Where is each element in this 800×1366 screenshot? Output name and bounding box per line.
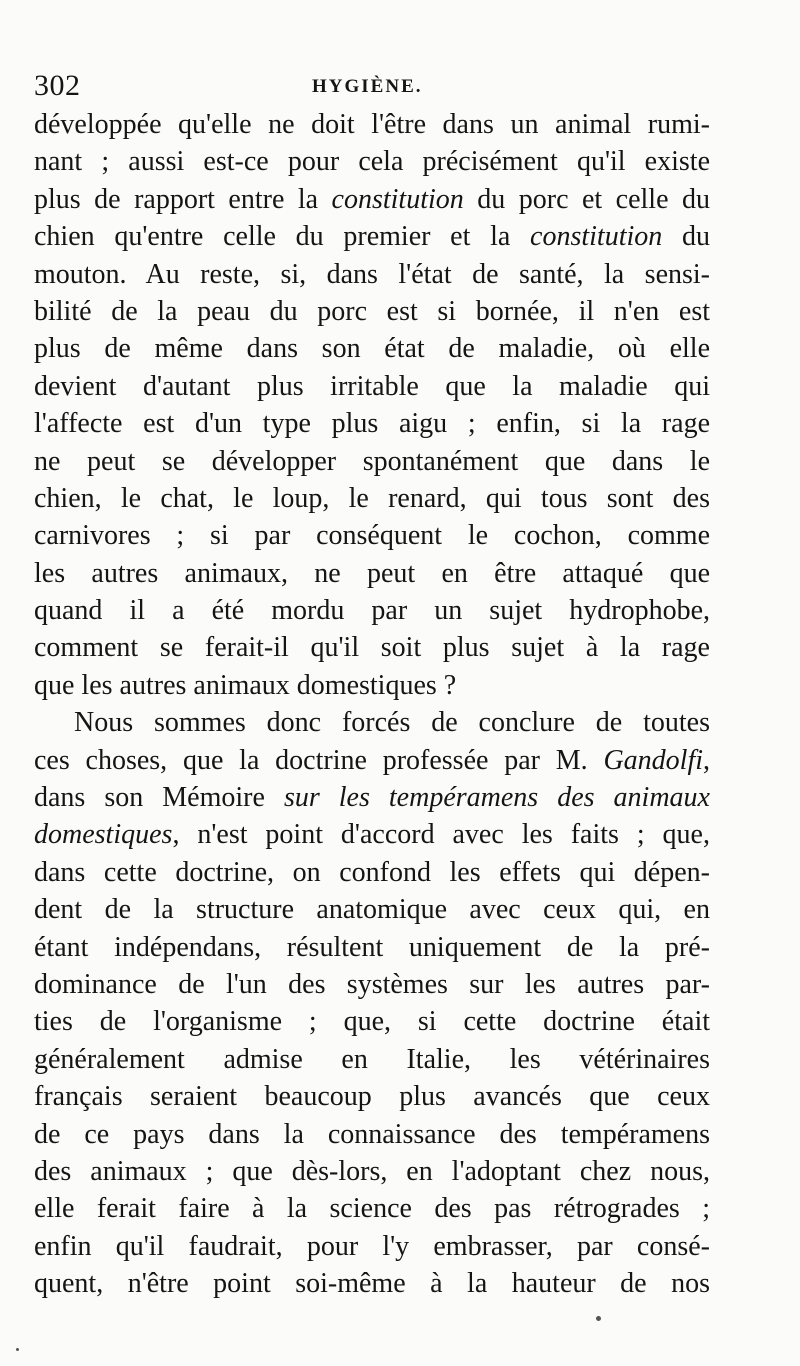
text-line: ties de l'organisme ; que, si cette doctrine était — [34, 1006, 710, 1038]
text-line: quand il a été mordu par un sujet hydrophobe, — [34, 595, 710, 627]
page-number: 302 — [34, 69, 81, 102]
italic-term: constitution — [530, 221, 663, 253]
text-line: enfin qu'il faudrait, pour l'y embrasser, par consé- — [34, 1230, 710, 1262]
text-line: quent, n'être point soi-même à la hauteur de nos — [34, 1268, 710, 1300]
italic-name: Gandolfi — [603, 744, 703, 776]
text-line: des animaux ; que dès-lors, en l'adoptant chez nous, — [34, 1155, 710, 1187]
italic-title: sur les tempéramens des animaux — [283, 782, 710, 814]
text-line: développée qu'elle ne doit l'être dans un animal rumi- — [34, 109, 710, 140]
text-line: elle ferait faire à la science des pas rétrogrades ; — [34, 1193, 710, 1225]
running-head — [34, 66, 714, 106]
text-line: ne peut se développer spontanément que dans le — [34, 445, 710, 477]
text-line: dominance de l'un des systèmes sur les autres par- — [34, 968, 710, 1000]
text-line: comment se ferait-il qu'il soit plus sujet à la rage — [34, 632, 710, 664]
italic-title: domestiques — [34, 819, 173, 851]
text-line: plus de rapport entre la constitution du porc et celle du — [34, 183, 710, 215]
text-line: français seraient beaucoup plus avancés que ceux — [34, 1081, 710, 1113]
text-line: carnivores ; si par conséquent le cochon, comme — [34, 520, 710, 552]
text-line: de ce pays dans la connaissance des tempéramens — [34, 1118, 710, 1150]
text-line: généralement admise en Italie, les vétérinaires — [34, 1043, 710, 1075]
text-line: nant ; aussi est-ce pour cela précisément qu'il existe — [34, 146, 710, 178]
text-line: que les autres animaux domestiques ? — [34, 669, 457, 701]
text-line: plus de même dans son état de maladie, où elle — [34, 333, 710, 365]
text-line: étant indépendans, résultent uniquement de la pré- — [34, 931, 710, 963]
text-line: les autres animaux, ne peut en être attaqué que — [34, 557, 710, 589]
text-line: devient d'autant plus irritable que la maladie qui — [34, 370, 710, 402]
text-line: dans son Mémoire sur les tempéramens des animaux — [34, 782, 710, 814]
italic-term: constitution — [331, 183, 464, 215]
text-line: chien, le chat, le loup, le renard, qui tous sont des — [34, 482, 710, 514]
running-title: HYGIÈNE. — [312, 76, 423, 97]
print-speck — [16, 1348, 19, 1351]
text-line: dans cette doctrine, on confond les effets qui dépen- — [34, 856, 710, 888]
body-text — [34, 106, 710, 1303]
text-line: l'affecte est d'un type plus aigu ; enfin, si la rage — [34, 408, 710, 440]
text-line: dent de la structure anatomique avec ceux qui, en — [34, 894, 710, 926]
text-line: mouton. Au reste, si, dans l'état de santé, la sensi- — [34, 258, 710, 290]
print-speck — [596, 1316, 601, 1321]
text-line: domestiques, n'est point d'accord avec les faits ; que, — [34, 819, 710, 851]
text-line: bilité de la peau du porc est si bornée, il n'en est — [34, 295, 710, 327]
paragraph-start-line: Nous sommes donc forcés de conclure de toutes — [74, 707, 710, 739]
text-line: ces choses, que la doctrine professée par M. Gandolfi, — [34, 744, 710, 776]
text-line: chien qu'entre celle du premier et la constitution du — [34, 221, 710, 253]
